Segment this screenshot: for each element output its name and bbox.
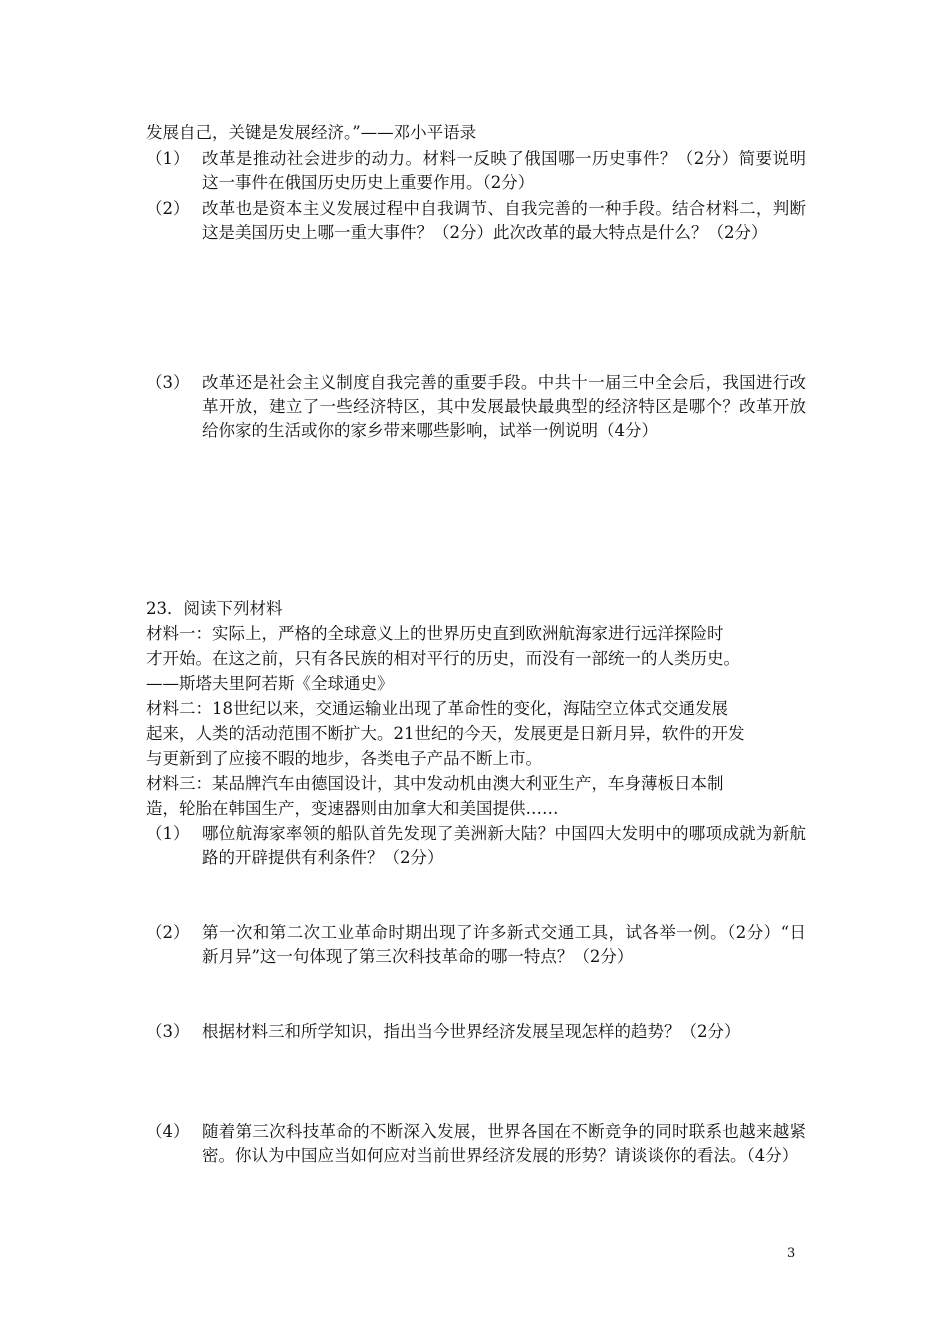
q23-sub-3 bbox=[146, 1020, 806, 1044]
q22-sub-2-text: 改革也是资本主义发展过程中自我调节、自我完善的一种手段。结合材料二，判断这是美国历史上哪一重大事件？（2分）此次改革的最大特点是什么？（2分） bbox=[202, 199, 806, 242]
q23-material-line: 材料一：实际上，严格的全球意义上的世界历史直到欧洲航海家进行远洋探险时 bbox=[146, 624, 724, 643]
page-number: 3 bbox=[787, 1246, 796, 1261]
q22-sub-3-text: 改革还是社会主义制度自我完善的重要手段。中共十一届三中全会后，我国进行改革开放，建立了一些经济特区，其中发展最快最典型的经济特区是哪个？改革开放给你家的生活或你的家乡带来哪些影响，试举一例说明（4分） bbox=[202, 373, 806, 440]
q23-material-line: 起来，人类的活动范围不断扩大。21世纪的今天，发展更是日新月异，软件的开发 bbox=[146, 724, 745, 743]
q23-material-line: 材料二：18世纪以来，交通运输业出现了革命性的变化，海陆空立体式交通发展 bbox=[146, 699, 728, 718]
q22-sub-1-number: （1） bbox=[146, 149, 190, 168]
q23-sub-4-number: （4） bbox=[146, 1122, 190, 1141]
q23-material-line: ——斯塔夫里阿若斯《全球通史》 bbox=[146, 674, 394, 693]
q23-sub-3-number: （3） bbox=[146, 1022, 190, 1041]
q22-sub-3 bbox=[146, 371, 806, 443]
q23-sub-1 bbox=[146, 822, 806, 870]
q23-sub-1-number: （1） bbox=[146, 824, 190, 843]
q22-sub-1 bbox=[146, 147, 806, 195]
q23-title: 23．阅读下列材料 bbox=[146, 599, 283, 618]
q22-sub-2 bbox=[146, 197, 806, 245]
q23-sub-3-text: 根据材料三和所学知识，指出当今世界经济发展呈现怎样的趋势？（2分） bbox=[202, 1022, 741, 1041]
q23-material-line: 材料三：某品牌汽车由德国设计，其中发动机由澳大利亚生产，车身薄板日本制 bbox=[146, 774, 724, 793]
q22-sub-3-number: （3） bbox=[146, 373, 190, 392]
q23-material-line: 才开始。在这之前，只有各民族的相对平行的历史，而没有一部统一的人类历史。 bbox=[146, 649, 740, 668]
q23-sub-2-number: （2） bbox=[146, 923, 190, 942]
q23-sub-4 bbox=[146, 1120, 806, 1168]
material-quote-end: 发展自己，关键是发展经济。”——邓小平语录 bbox=[146, 123, 477, 142]
q22-sub-2-number: （2） bbox=[146, 199, 190, 218]
q22-sub-1-text: 改革是推动社会进步的动力。材料一反映了俄国哪一历史事件？（2分）简要说明这一事件在俄国历史历史上重要作用。（2分） bbox=[202, 149, 806, 192]
q23-material-line: 与更新到了应接不暇的地步，各类电子产品不断上市。 bbox=[146, 749, 542, 768]
q23-sub-4-text: 随着第三次科技革命的不断深入发展，世界各国在不断竞争的同时联系也越来越紧密。你认为中国应当如何应对当前世界经济发展的形势？请谈谈你的看法。（4分） bbox=[202, 1122, 806, 1165]
q23-sub-2-text: 第一次和第二次工业革命时期出现了许多新式交通工具，试各举一例。（2分）“日新月异”这一句体现了第三次科技革命的哪一特点？（2分） bbox=[202, 923, 806, 966]
q23-material-line: 造，轮胎在韩国生产，变速器则由加拿大和美国提供…… bbox=[146, 799, 559, 818]
q23-sub-2 bbox=[146, 921, 806, 969]
q23-sub-1-text: 哪位航海家率领的船队首先发现了美洲新大陆？中国四大发明中的哪项成就为新航路的开辟提供有利条件？（2分） bbox=[202, 824, 806, 867]
